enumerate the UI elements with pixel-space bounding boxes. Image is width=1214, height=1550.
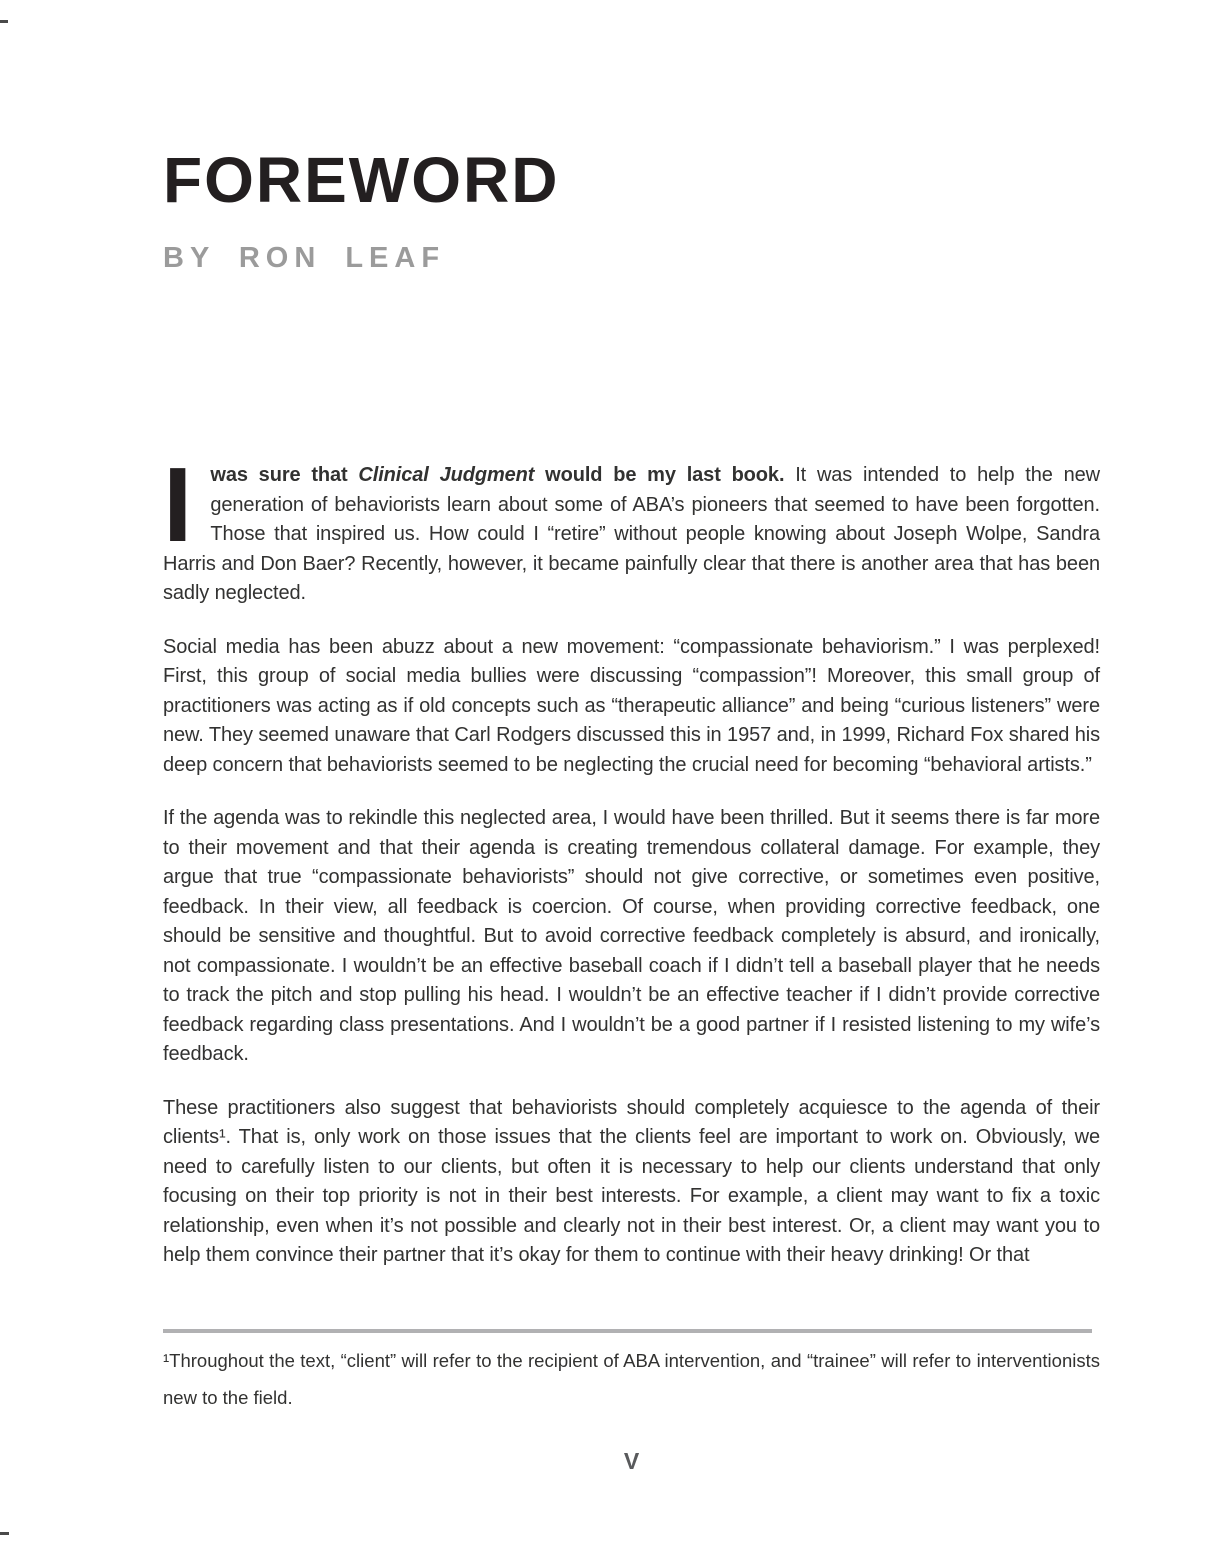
- text-segment: would be my last book.: [534, 464, 785, 486]
- footnote-text: ¹Throughout the text, “client” will refer to the recipient of ABA intervention, and “trainee” will refer to interventionists new to the field.: [163, 1350, 1100, 1408]
- drop-cap: I: [163, 446, 193, 564]
- paragraph: [163, 633, 1100, 781]
- text-segment: Social media has been abuzz about a new movement: “compassionate behaviorism.” I was perplexed! First, this group of social media bullies were discussing “compassion”! Moreover, this small group of practitioners was acting as if old concepts such as “therapeutic alliance” and being “curious listeners” were new. They seemed unaware that Carl Rodgers discussed this in 1957 and, in 1999, Richard Fox shared his deep concern that behaviorists seemed to be neglecting the crucial need for becoming “behavioral artists.”: [163, 635, 1100, 776]
- foreword-body: [163, 446, 1101, 1295]
- page-number: V: [623, 1448, 640, 1474]
- text-segment: If the agenda was to rekindle this neglected area, I would have been thrilled. But it seems there is far more to their movement and that their agenda is creating tremendous collateral damage. For example, they argue that true “compassionate behaviorists” should not give corrective, or sometimes even positive, feedback. In their view, all feedback is coercion. Of course, when providing corrective feedback, one should be sensitive and thoughtful. But to avoid corrective feedback completely is absurd, and ironically, not compassionate. I wouldn’t be an effective baseball coach if I didn’t tell a baseball player that he needs to track the pitch and stop pulling his head. I wouldn’t be an effective teacher if I didn’t provide corrective feedback regarding class presentations. And I wouldn’t be a good partner if I resisted listening to my wife’s feedback.: [163, 807, 1100, 1065]
- page-title: FOREWORD: [163, 144, 560, 216]
- text-segment: It was intended to help the new generation of behaviorists learn about some of ABA’s pioneers that seemed to have been forgotten. Those that inspired us. How could I “retire” without people knowing about Joseph Wolpe, Sandra Harris and Don Baer? Recently, however, it became painfully clear that there is another area that has been sadly neglected.: [163, 464, 1101, 604]
- text-segment: Clinical Judgment: [358, 464, 535, 486]
- chapter-heading: [163, 144, 560, 275]
- paragraphs-container: [163, 446, 1101, 1271]
- text-segment: was sure that: [210, 464, 359, 486]
- paragraph: [163, 804, 1100, 1070]
- paragraph: [163, 1094, 1100, 1271]
- paragraph: [163, 446, 1101, 609]
- text-segment: These practitioners also suggest that behaviorists should completely acquiesce to the agenda of their clients¹. That is, only work on those issues that the clients feel are important to work on. Obviously, we need to carefully listen to our clients, but often it is necessary to help our clients understand that only focusing on their top priority is not in their best interests. For example, a client may want to fix a toxic relationship, even when it’s not possible and clearly not in their best interest. Or, a client may want you to help them convince their partner that it’s okay for them to continue with their heavy drinking! Or that: [163, 1096, 1100, 1266]
- scan-mark-top-left: [0, 20, 8, 23]
- byline: BY RON LEAF: [163, 242, 446, 274]
- footnote-divider: [163, 1329, 1092, 1333]
- scan-mark-bottom-left: [0, 1532, 9, 1535]
